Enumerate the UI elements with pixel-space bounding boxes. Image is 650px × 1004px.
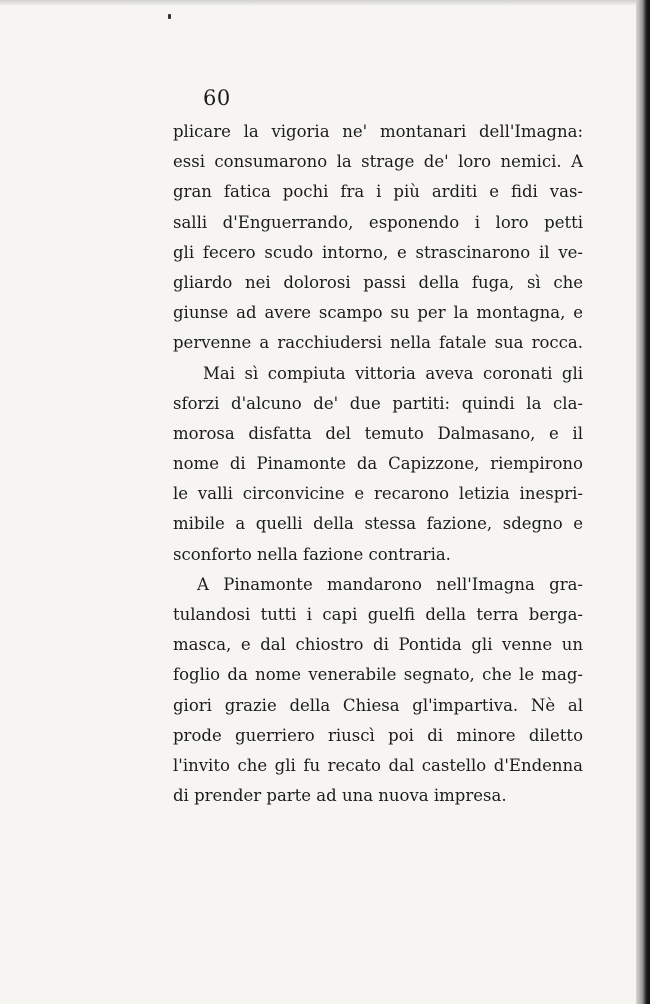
- text-line: gliardo nei dolorosi passi della fuga, sì che: [173, 272, 583, 292]
- text-line: giori grazie della Chiesa gl'impartiva. Nè al: [173, 695, 583, 715]
- page-top-shadow: [0, 0, 650, 6]
- text-line: salli d'Enguerrando, esponendo i loro petti: [173, 212, 583, 232]
- body-text: [173, 117, 583, 811]
- text-line: A Pinamonte mandarono nell'Imagna gra-: [197, 574, 583, 594]
- text-line: pervenne a racchiudersi nella fatale sua rocca.: [173, 333, 583, 353]
- text-line: morosa disfatta del temuto Dalmasano, e il: [173, 423, 583, 443]
- text-line: essi consumarono la strage de' loro nemici. A: [173, 152, 583, 172]
- text-line: sforzi d'alcuno de' due partiti: quindi la cla-: [173, 393, 583, 413]
- text-line: plicare la vigoria ne' montanari dell'Imagna:: [173, 122, 583, 141]
- text-line: le valli circonvicine e recarono letizia inespri-: [173, 484, 583, 504]
- page-number: 60: [203, 86, 231, 110]
- text-line: foglio da nome venerabile segnato, che le mag-: [173, 665, 583, 685]
- page-binding-edge: [636, 0, 650, 1004]
- text-line: Mai sì compiuta vittoria aveva coronati gli: [203, 363, 583, 383]
- text-line: giunse ad avere scampo su per la montagna, e: [173, 303, 583, 323]
- text-line: gli fecero scudo intorno, e strascinarono il ve-: [173, 242, 583, 262]
- ink-speck: [168, 14, 171, 19]
- text-line: masca, e dal chiostro di Pontida gli venne un: [173, 635, 583, 655]
- text-line: l'invito che gli fu recato dal castello d'Endenna: [173, 755, 583, 775]
- text-line: sconforto nella fazione contraria.: [173, 544, 451, 564]
- text-line: prode guerriero riuscì poi di minore diletto: [173, 725, 583, 745]
- text-line: di prender parte ad una nuova impresa.: [173, 786, 507, 806]
- text-line: nome di Pinamonte da Capizzone, riempirono: [173, 454, 583, 474]
- text-line: gran fatica pochi fra i più arditi e fidi vas-: [173, 182, 583, 202]
- text-line: tulandosi tutti i capi guelfi della terra berga-: [173, 605, 583, 624]
- text-line: mibile a quelli della stessa fazione, sdegno e: [173, 514, 583, 534]
